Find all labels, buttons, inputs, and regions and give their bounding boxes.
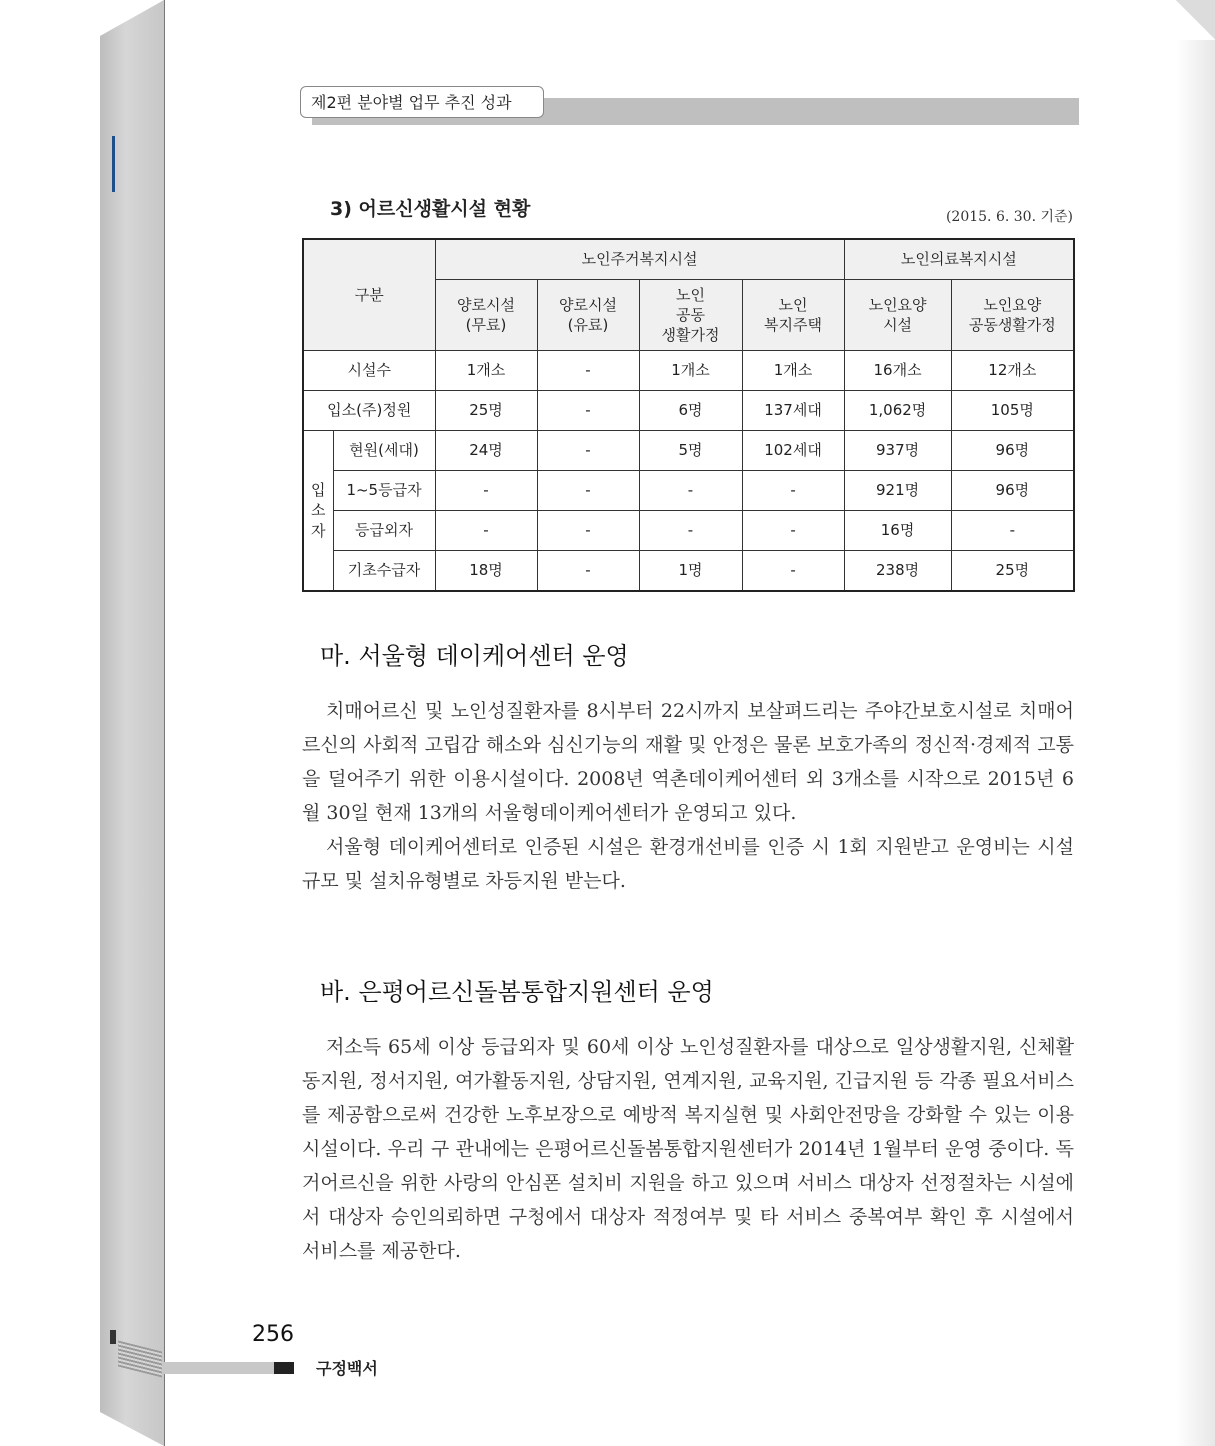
table-cell: 105명 [951,391,1074,431]
table-row [303,471,1074,511]
page-number: 256 [252,1322,294,1347]
spine-mark [110,1330,116,1344]
paragraph: 서울형 데이케어센터로 인증된 시설은 환경개선비를 인증 시 1회 지원받고 운영비는 시설규모 및 설치유형별로 차등지원 받는다. [302,836,1074,892]
table-cell: 238명 [844,551,951,592]
row-label: 기초수급자 [333,551,435,592]
table-cell: 1개소 [742,351,844,391]
table-cell: 24명 [435,431,537,471]
section-body-daycare [302,694,1074,898]
table-cell: - [537,511,639,551]
table-column-header: 노인 공동 생활가정 [639,280,742,351]
table-date-note: (2015. 6. 30. 기준) [945,209,1073,225]
section-heading-care-center: 바. 은평어르신돌봄통합지원센터 운영 [320,978,714,1006]
table-row [303,511,1074,551]
table-section-title: 3) 어르신생활시설 현황 [330,198,531,220]
table-cell: - [742,551,844,592]
paragraph: 치매어르신 및 노인성질환자를 8시부터 22시까지 보살펴드리는 주야간보호시설로 치매어르신의 사회적 고립감 해소와 심신기능의 재활 및 안정은 물론 보호가족의 정신적·경제적 고통을 덜어주기 위한 이용시설이다. 2008년 역촌데이케어센터 외 3개소를 시작으로 2015년 6월 30일 현재 13개의 서울형데이케어센터가 운영되고 있다. [302,700,1074,824]
table-row [303,551,1074,592]
paragraph: 저소득 65세 이상 등급외자 및 60세 이상 노인성질환자를 대상으로 일상생활지원, 신체활동지원, 정서지원, 여가활동지원, 상담지원, 연계지원, 교육지원, 긴급지원 등 각종 필요서비스를 제공함으로써 건강한 노후보장으로 예방적 복지실현 및 사회안전망을 강화할 수 있는 이용시설이다. 우리 구 관내에는 은평어르신돌봄통합지원센터가 2014년 1월부터 운영 중이다. 독거어르신을 위한 사랑의 안심폰 설치비 지원을 하고 있으며 서비스 대상자 선정절차는 시설에서 대상자 승인의뢰하면 구청에서 대상자 적정여부 및 타 서비스 중복여부 확인 후 시설에서 서비스를 제공한다. [302,1036,1074,1262]
footer-block [274,1362,294,1374]
footer-bar [164,1362,274,1374]
table-cell: 1개소 [639,351,742,391]
row-label: 현원(세대) [333,431,435,471]
table-cell: 6명 [639,391,742,431]
table-cell: 12개소 [951,351,1074,391]
table-cell: 937명 [844,431,951,471]
table-cell: 1명 [639,551,742,592]
table-row [303,391,1074,431]
table-group-header-medical: 노인의료복지시설 [844,239,1074,280]
table-cell: 1,062명 [844,391,951,431]
table-cell: - [742,471,844,511]
table-column-header: 노인 복지주택 [742,280,844,351]
table-cell: 96명 [951,471,1074,511]
table-cell: - [435,511,537,551]
table-cell: 16개소 [844,351,951,391]
chapter-header-tab: 제2편 분야별 업무 추진 성과 [300,86,544,118]
row-label: 1~5등급자 [333,471,435,511]
table-cell: - [951,511,1074,551]
table-corner-header: 구분 [303,239,435,351]
table-cell: - [537,351,639,391]
page-corner [1176,0,1215,40]
row-label: 등급외자 [333,511,435,551]
facility-status-table [302,238,1075,592]
table-group-header-residential: 노인주거복지시설 [435,239,844,280]
table-cell: - [435,471,537,511]
table-cell: 102세대 [742,431,844,471]
table-cell: 5명 [639,431,742,471]
section-heading-daycare: 마. 서울형 데이케어센터 운영 [320,642,629,670]
side-group-label: 입 소 자 [303,431,333,592]
table-cell: - [742,511,844,551]
table-cell: 16명 [844,511,951,551]
table-column-header: 노인요양 공동생활가정 [951,280,1074,351]
row-label: 시설수 [303,351,435,391]
table-column-header: 양로시설 (무료) [435,280,537,351]
table-cell: - [537,471,639,511]
table-cell: 137세대 [742,391,844,431]
table-row [303,351,1074,391]
table-cell: 921명 [844,471,951,511]
table-cell: - [537,391,639,431]
table-cell: - [639,471,742,511]
footer-book-title: 구정백서 [316,1359,378,1378]
table-cell: - [537,551,639,592]
table-cell: 18명 [435,551,537,592]
table-cell: 96명 [951,431,1074,471]
section-body-care-center [302,1030,1074,1268]
table-row [303,431,1074,471]
book-spine [100,0,164,1446]
spine-bookmark [112,136,115,192]
table-cell: - [639,511,742,551]
table-cell: - [537,431,639,471]
table-column-header: 양로시설 (유료) [537,280,639,351]
page-edge-shadow [1176,0,1215,1446]
table-cell: 1개소 [435,351,537,391]
table-cell: 25명 [435,391,537,431]
table-column-header: 노인요양 시설 [844,280,951,351]
row-label: 입소(주)정원 [303,391,435,431]
table-cell: 25명 [951,551,1074,592]
